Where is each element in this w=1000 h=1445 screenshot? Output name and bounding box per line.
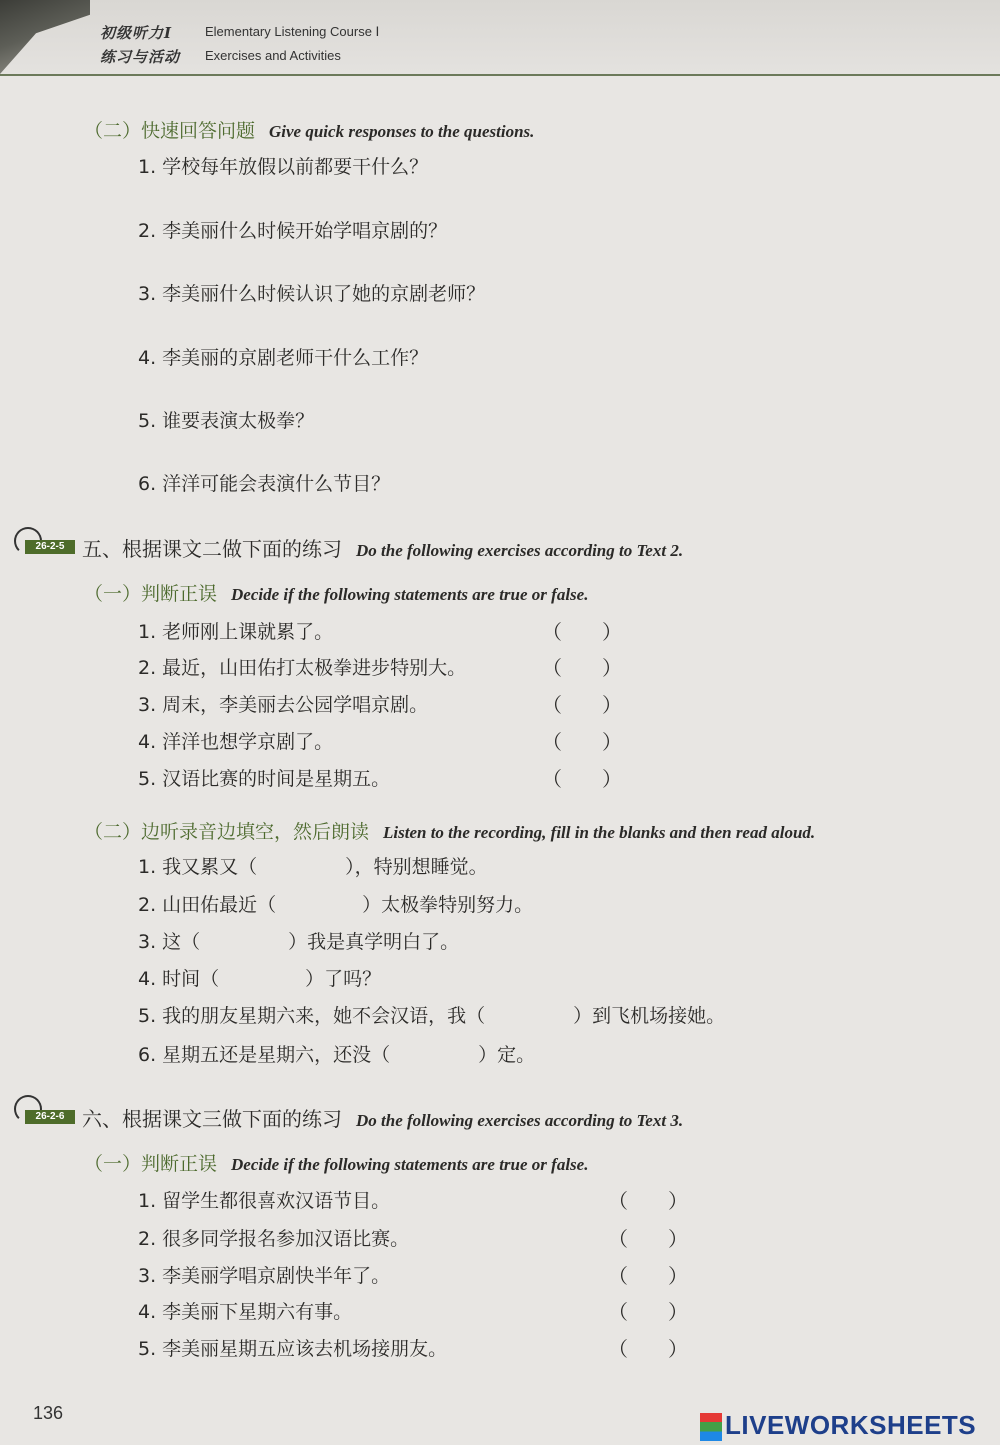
fill-item [138, 1040, 535, 1067]
answer-blank[interactable]: （ ） [608, 1264, 688, 1288]
answer-blank[interactable]: （ ） [608, 1189, 688, 1213]
statement: 2. 最近，山田佑打太极拳进步特别大。 [138, 657, 467, 679]
section-5-tf-heading [84, 579, 588, 606]
heading-en: Do the following exercises according to Text 3. [356, 1111, 684, 1130]
heading-cn: （二）快速回答问题 [84, 120, 256, 142]
heading-cn: 六、根据课文三做下面的练习 [82, 1107, 342, 1131]
fill-text-after: ）定。 [478, 1044, 536, 1066]
statement: 4. 洋洋也想学京剧了。 [138, 731, 334, 753]
fill-item [138, 1001, 725, 1028]
question: 6. 洋洋可能会表演什么节目？ [138, 473, 391, 495]
section-5-fill-heading [84, 817, 815, 844]
fill-item [138, 890, 533, 917]
roof-decoration [0, 0, 90, 74]
answer-blank[interactable]: （ ） [542, 767, 622, 791]
answer-blank[interactable]: （ ） [542, 620, 622, 644]
book-subtitle-cn: 练习与活动 [100, 48, 181, 66]
fill-item [138, 964, 381, 991]
logo-icon [700, 1413, 722, 1441]
answer-blank[interactable]: （ ） [608, 1300, 688, 1324]
statement: 4. 李美丽下星期六有事。 [138, 1301, 353, 1323]
section-5-heading [82, 533, 683, 562]
answer-blank[interactable]: （ ） [542, 693, 622, 717]
heading-cn: （一）判断正误 [84, 1153, 218, 1175]
page-number: 136 [33, 1403, 64, 1423]
liveworksheets-logo [700, 1410, 976, 1441]
audio-track-badge: 26-2-6 [25, 1110, 75, 1124]
book-subtitle-en: Exercises and Activities [205, 48, 341, 63]
fill-text-before: 5. 我的朋友星期六来，她不会汉语，我（ [138, 1005, 486, 1027]
statement: 1. 老师刚上课就累了。 [138, 621, 334, 643]
answer-blank[interactable]: （ ） [608, 1227, 688, 1251]
heading-en: Listen to the recording, fill in the blanks and then read aloud. [383, 823, 816, 842]
fill-text-after: ）了吗？ [305, 968, 382, 990]
heading-en: Decide if the following statements are true or false. [231, 1155, 589, 1174]
section-6-heading [82, 1103, 683, 1132]
fill-text-before: 6. 星期五还是星期六，还没（ [138, 1044, 391, 1066]
page-header [0, 0, 1000, 76]
book-title-en: Elementary Listening Course Ⅰ [205, 24, 380, 39]
answer-blank[interactable]: （ ） [542, 656, 622, 680]
statement: 3. 周末，李美丽去公园学唱京剧。 [138, 694, 429, 716]
answer-blank[interactable]: （ ） [542, 730, 622, 754]
question: 3. 李美丽什么时候认识了她的京剧老师？ [138, 283, 486, 305]
book-title-cn: 初级听力Ⅰ [100, 24, 173, 42]
question: 1. 学校每年放假以前都要干什么？ [138, 156, 429, 178]
heading-cn: （二）边听录音边填空，然后朗读 [84, 821, 370, 843]
fill-item [138, 927, 459, 954]
answer-blank[interactable]: （ ） [608, 1337, 688, 1361]
heading-en: Decide if the following statements are true or false. [231, 585, 589, 604]
heading-cn: （一）判断正误 [84, 583, 218, 605]
quick-response-heading [84, 116, 534, 143]
fill-text-before: 3. 这（ [138, 931, 201, 953]
heading-en: Give quick responses to the questions. [269, 122, 535, 141]
fill-text-before: 1. 我又累又（ [138, 856, 258, 878]
section-6-tf-heading [84, 1149, 588, 1176]
statement: 1. 留学生都很喜欢汉语节目。 [138, 1190, 391, 1212]
fill-text-after: ），特别想睡觉。 [345, 856, 488, 878]
statement: 5. 汉语比赛的时间是星期五。 [138, 768, 391, 790]
audio-track-badge: 26-2-5 [25, 540, 75, 554]
fill-text-after: ）到飞机场接她。 [573, 1005, 726, 1027]
question: 2. 李美丽什么时候开始学唱京剧的？ [138, 220, 448, 242]
heading-cn: 五、根据课文二做下面的练习 [82, 537, 342, 561]
fill-text-before: 2. 山田佑最近（ [138, 894, 277, 916]
fill-text-after: ）太极拳特别努力。 [362, 894, 534, 916]
question: 4. 李美丽的京剧老师干什么工作？ [138, 347, 429, 369]
fill-text-after: ）我是真学明白了。 [288, 931, 460, 953]
fill-item [138, 852, 488, 879]
statement: 2. 很多同学报名参加汉语比赛。 [138, 1228, 410, 1250]
fill-text-before: 4. 时间（ [138, 968, 220, 990]
logo-text: LIVEWORKSHEETS [725, 1410, 977, 1440]
statement: 3. 李美丽学唱京剧快半年了。 [138, 1265, 391, 1287]
statement: 5. 李美丽星期五应该去机场接朋友。 [138, 1338, 448, 1360]
heading-en: Do the following exercises according to Text 2. [356, 541, 684, 560]
question: 5. 谁要表演太极拳？ [138, 410, 315, 432]
